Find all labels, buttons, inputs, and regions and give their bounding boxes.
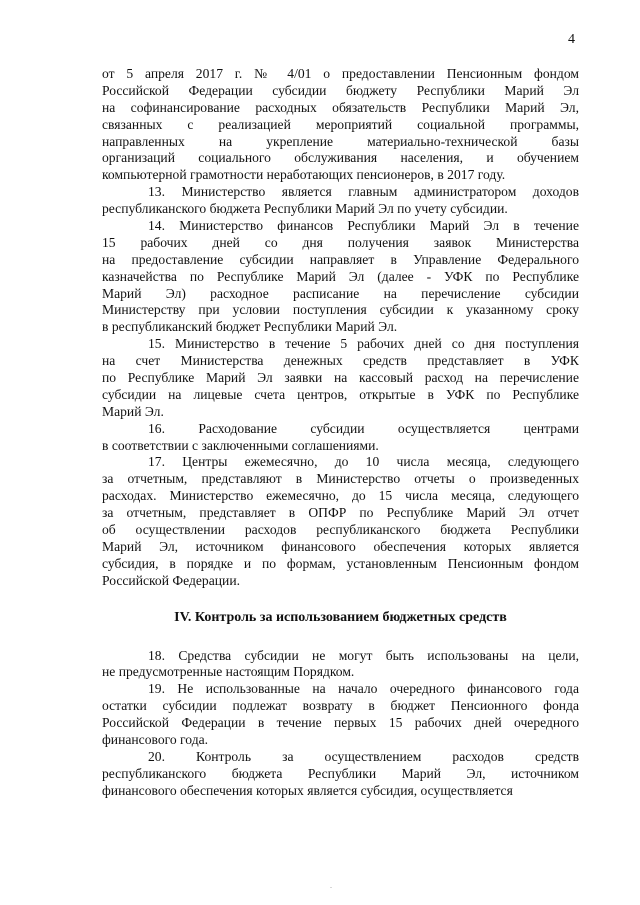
- text-line: 14. Министерство финансов Республики Марий Эл в течение: [148, 218, 579, 234]
- text-line: связанных с реализацией мероприятий социальной программы,: [102, 116, 579, 132]
- text-line: направленных на укрепление материально-технической базы: [102, 133, 579, 149]
- text-line: компьютерной грамотности неработающих пенсионеров, в 2017 году.: [102, 167, 506, 183]
- text-line: финансового обеспечения которых является субсидия, осуществляется: [102, 782, 513, 798]
- text-line: Марий Эл, источником финансового обеспечения которых является: [102, 538, 579, 554]
- text-line: от 5 апреля 2017 г. № 4/01 о предоставлении Пенсионным фондом: [102, 66, 579, 81]
- text-line: 20. Контроль за осуществлением расходов средств: [148, 748, 579, 764]
- paragraph: [102, 749, 579, 800]
- paragraphs-after-heading: [102, 648, 579, 800]
- paragraph: [102, 218, 579, 336]
- paragraph: [102, 681, 579, 749]
- text-line: об осуществлении расходов республиканского бюджета Республики: [102, 522, 579, 538]
- text-line: 19. Не использованные на начало очередного финансового года: [148, 681, 579, 697]
- paragraph: [102, 184, 579, 218]
- paragraph: [102, 66, 579, 184]
- paragraph: [102, 454, 579, 589]
- text-line: Российской Федерации в течение первых 15 рабочих дней очередного: [102, 715, 579, 731]
- text-line: субсидии на лицевые счета центров, открытые в УФК по Республике: [102, 386, 579, 402]
- text-line: Министерству при условии поступления субсидии к указанному сроку: [102, 302, 579, 318]
- text-line: по Республике Марий Эл заявки на кассовый расход на перечисление: [102, 370, 579, 386]
- page-number: 4: [568, 32, 575, 47]
- text-line: Российской Федерации.: [102, 572, 240, 588]
- footer-mark: .: [330, 881, 332, 890]
- text-line: не предусмотренные настоящим Порядком.: [102, 664, 355, 680]
- paragraph: [102, 421, 579, 455]
- text-line: в республиканский бюджет Республики Марий Эл.: [102, 319, 398, 335]
- text-line: на счет Министерства денежных средств представляет в УФК: [102, 353, 579, 369]
- paragraph: [102, 648, 579, 682]
- text-line: расходах. Министерство ежемесячно, до 15 числа месяца, следующего: [102, 488, 579, 504]
- document-body: [102, 66, 579, 800]
- text-line: республиканского бюджета Республики Марий Эл по учету субсидии.: [102, 201, 508, 217]
- text-line: на предоставление субсидии направляет в Управление Федерального: [102, 251, 579, 267]
- text-line: 18. Средства субсидии не могут быть использованы на цели,: [148, 647, 579, 663]
- section-heading: IV. Контроль за использованием бюджетных средств: [174, 609, 507, 625]
- text-line: 17. Центры ежемесячно, до 10 числа месяца, следующего: [148, 454, 579, 470]
- paragraph: [102, 336, 579, 420]
- text-line: республиканского бюджета Республики Марий Эл, источником: [102, 765, 579, 781]
- text-line: на софинансирование расходных обязательств Республики Марий Эл,: [102, 99, 579, 115]
- text-line: 16. Расходование субсидии осуществляется центрами: [148, 420, 579, 436]
- text-line: субсидия, в порядке и по формам, установленным Пенсионным фондом: [102, 555, 579, 571]
- text-line: казначейства по Республике Марий Эл (далее - УФК по Республике: [102, 268, 579, 284]
- text-line: Российской Федерации субсидии бюджету Республики Марий Эл: [102, 82, 579, 98]
- text-line: 15. Министерство в течение 5 рабочих дней со дня поступления: [148, 336, 579, 352]
- text-line: организаций социального обслуживания населения, и обучением: [102, 150, 579, 166]
- text-line: в соответствии с заключенными соглашениями.: [102, 437, 379, 453]
- text-line: 13. Министерство является главным администратором доходов: [148, 184, 579, 200]
- text-line: за отчетным, представляют в Министерство отчеты о произведенных: [102, 471, 579, 487]
- text-line: финансового года.: [102, 731, 209, 747]
- text-line: Марий Эл) расходное расписание на перечисление субсидии: [102, 285, 579, 301]
- paragraphs-before-heading: [102, 66, 579, 590]
- text-line: остатки субсидии подлежат возврату в бюджет Пенсионного фонда: [102, 698, 579, 714]
- text-line: Марий Эл.: [102, 403, 164, 419]
- text-line: 15 рабочих дней со дня получения заявок Министерства: [102, 234, 579, 250]
- text-line: за отчетным, представляет в ОПФР по Республике Марий Эл отчет: [102, 505, 579, 521]
